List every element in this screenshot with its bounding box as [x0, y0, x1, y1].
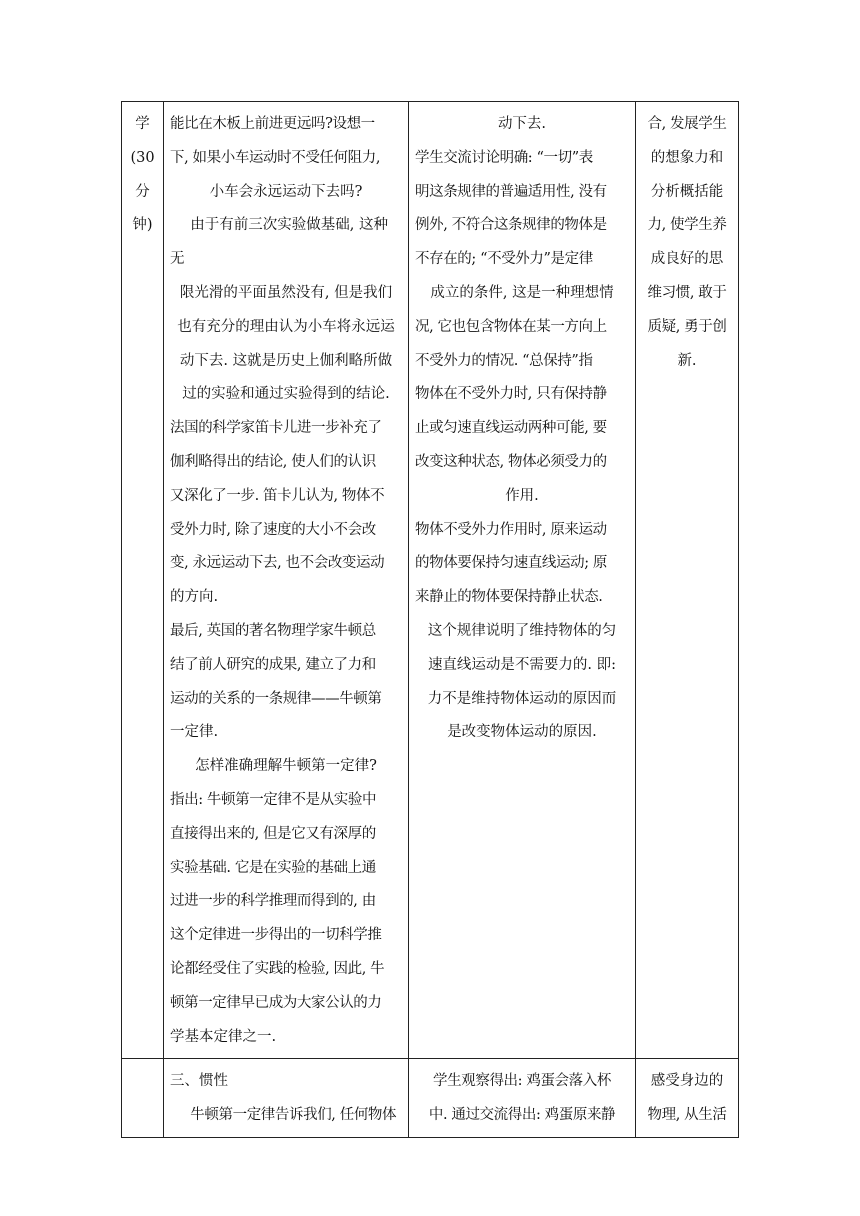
cell-line: 限光滑的平面虽然没有, 但是我们 [179, 284, 393, 301]
cell-line: 来静止的物体要保持静止状态. [415, 589, 603, 606]
cell-line: 速直线运动是不需要力的. 即: [427, 656, 617, 673]
cell-line: 维习惯, 敢于 [647, 284, 727, 301]
cell-line: 况, 它也包含物体在某一方向上 [415, 318, 607, 335]
cell-line: 又深化了一步. 笛卡儿认为, 物体不 [170, 487, 385, 504]
cell-line: 中. 通过交流得出: 鸡蛋原来静 [428, 1107, 616, 1124]
cell-line: 止或匀速直线运动两种可能, 要 [415, 420, 607, 437]
student-activity-cell [409, 1059, 636, 1138]
cell-line: 明这条规律的普遍适用性, 没有 [415, 183, 607, 200]
cell-line: 不受外力的情况. “总保持”指 [415, 352, 593, 369]
cell-line: 结了前人研究的成果, 建立了力和 [170, 656, 376, 673]
student-activity-cell [409, 102, 636, 1059]
cell-line: 物体不受外力作用时, 原来运动 [415, 521, 607, 538]
cell-line: 是改变物体运动的原因. [447, 724, 597, 741]
cell-line: 成立的条件, 这是一种理想情 [430, 284, 614, 301]
cell-line: 的物体要保持匀速直线运动; 原 [415, 555, 607, 572]
cell-line: 合, 发展学生 [647, 116, 727, 132]
cell-line: 动下去. 这就是历史上伽利略所做 [179, 352, 393, 369]
cell-line: 分析概括能 [650, 183, 724, 200]
cell-line: 学基本定律之一. [170, 1028, 277, 1045]
cell-line: 分 [135, 183, 150, 200]
cell-line: 受外力时, 除了速度的大小不会改 [170, 521, 376, 538]
cell-line: 这个定律进一步得出的一切科学推 [170, 927, 382, 944]
lesson-plan-table [121, 101, 739, 1138]
cell-line: 物理, 从生活 [647, 1107, 727, 1124]
cell-line: 伽利略得出的结论, 使人们的认识 [170, 453, 376, 470]
section-heading: 三、惯性 [170, 1073, 228, 1090]
cell-line: 学生交流讨论明确: “一切”表 [415, 149, 593, 166]
cell-line: 法国的科学家笛卡儿进一步补充了 [170, 420, 382, 437]
table-row [122, 1059, 739, 1138]
cell-line: 论都经受住了实践的检验, 因此, 牛 [170, 960, 385, 977]
cell-line: 运动的关系的一条规律——牛顿第 [170, 690, 382, 707]
cell-line: 不存在的; “不受外力”是定律 [415, 251, 593, 268]
cell-line: 由于有前三次实验做基础, 这种无 [170, 217, 389, 268]
cell-line: 的方向. [170, 589, 219, 606]
cell-line: 直接得出来的, 但是它又有深厚的 [170, 825, 376, 842]
cell-line: 新. [677, 352, 697, 369]
cell-line: 质疑, 勇于创 [647, 318, 727, 335]
table-row [122, 102, 739, 1059]
cell-line: 的想象力和 [650, 149, 724, 166]
stage-cell [122, 102, 164, 1059]
cell-line: 能比在木板上前进更远吗?设想一 [170, 116, 375, 132]
cell-line: 牛顿第一定律告诉我们, 任何物体 [190, 1107, 397, 1124]
cell-line: 实验基础. 它是在实验的基础上通 [170, 859, 376, 876]
cell-line: 学生观察得出: 鸡蛋会落入杯 [433, 1073, 611, 1090]
design-intent-cell [636, 102, 739, 1059]
design-intent-cell [636, 1059, 739, 1138]
cell-line: 过的实验和通过实验得到的结论. [182, 386, 390, 403]
cell-line: 改变这种状态, 物体必须受力的 [415, 453, 607, 470]
cell-line: (30 [130, 149, 155, 166]
cell-line: 例外, 不符合这条规律的物体是 [415, 217, 607, 234]
cell-line: 力, 使学生养 [647, 217, 727, 234]
cell-line: 力不是维持物体运动的原因而 [427, 690, 617, 707]
cell-line: 作用. [505, 487, 539, 504]
teacher-activity-cell [164, 1059, 409, 1138]
stage-cell [122, 1059, 164, 1138]
cell-line: 成良好的思 [650, 251, 724, 268]
cell-line: 也有充分的理由认为小车将永远运 [177, 318, 395, 335]
cell-line: 下, 如果小车运动时不受任何阻力, [170, 149, 381, 166]
cell-line: 最后, 英国的著名物理学家牛顿总 [170, 622, 376, 639]
cell-line: 这个规律说明了维持物体的匀 [427, 622, 617, 639]
cell-line: 学 [135, 116, 150, 132]
cell-line: 指出: 牛顿第一定律不是从实验中 [170, 791, 377, 808]
cell-line: 动下去. [497, 116, 547, 132]
cell-line: 过进一步的科学推理而得到的, 由 [170, 893, 376, 910]
cell-line: 感受身边的 [650, 1073, 724, 1090]
cell-line: 顿第一定律早已成为大家公认的力 [170, 994, 382, 1011]
cell-line: 怎样准确理解牛顿第一定律? [195, 758, 377, 775]
cell-line: 小车会永远运动下去吗? [209, 183, 363, 200]
cell-line: 物体在不受外力时, 只有保持静 [415, 386, 607, 403]
cell-line: 变, 永远运动下去, 也不会改变运动 [170, 555, 385, 572]
teacher-activity-cell [164, 102, 409, 1059]
cell-line: 钟) [132, 217, 153, 234]
cell-line: 一定律. [170, 724, 219, 741]
